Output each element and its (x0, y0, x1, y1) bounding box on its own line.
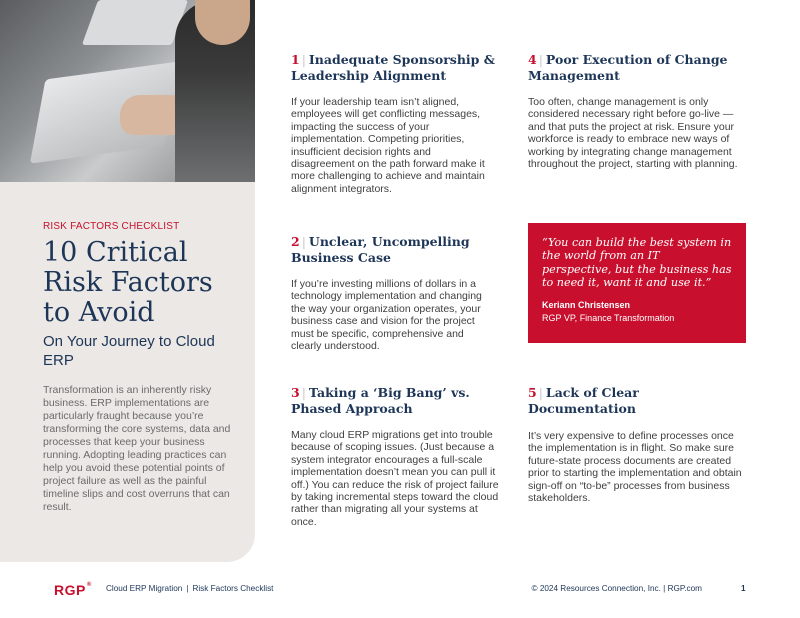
quote-text: “You can build the best system in the world from an IT perspective, but the business has to need it, want it and use it.” (542, 236, 732, 289)
risk-factor-title: Poor Execution of Change Management (528, 52, 728, 83)
heading-divider: | (538, 385, 543, 400)
quote-author-role: RGP VP, Finance Transformation (542, 313, 675, 324)
risk-factor-body: If you’re investing millions of dollars in a technology implementation and changing the way your organization operates, your business case and vision for the project must be specific, comprehensive and clearly understood. (291, 278, 482, 353)
risk-factor-4 (528, 52, 743, 170)
logo-trademark: ® (86, 582, 92, 588)
risk-factor-heading (528, 385, 743, 417)
footer-doc-name: Cloud ERP Migration (106, 584, 183, 593)
footer-copyright: © 2024 Resources Connection, Inc. | RGP.com (531, 584, 702, 593)
intro-paragraph: Transformation is an inherently risky business. ERP implementations are particularly fraught because you’re transforming the core systems, data and processes that keep your business running. Adopting leading practices can help you avoid these potential points of project failure as well as the painful timeline slips and cost overruns that can result. (43, 384, 231, 513)
risk-factor-title: Lack of Clear Documentation (528, 385, 639, 416)
footer-separator: | (186, 584, 189, 593)
risk-factor-title: Inadequate Sponsorship & Leadership Alignment (291, 52, 496, 83)
risk-factor-body: It’s very expensive to define processes once the implementation is in flight. So make sure future-state process documents are created prior to starting the implementation and obtain sign-off on “to-be” processes from business stakeholders. (528, 430, 742, 505)
risk-factor-title: Taking a ‘Big Bang’ vs. Phased Approach (291, 385, 470, 416)
heading-divider: | (538, 52, 543, 67)
risk-factor-title: Unclear, Uncompelling Business Case (291, 234, 470, 265)
pull-quote (528, 223, 746, 343)
risk-factor-3 (291, 385, 501, 528)
risk-factor-5 (528, 385, 743, 504)
risk-factor-number: 5 (528, 385, 537, 400)
risk-factor-number: 4 (528, 52, 537, 67)
heading-divider: | (301, 234, 306, 249)
risk-factor-heading (291, 234, 496, 266)
page-subtitle: On Your Journey to Cloud ERP (43, 333, 215, 369)
quote-author: Keriann Christensen (542, 300, 631, 311)
footer-document-label (106, 584, 273, 593)
background-laptop (82, 0, 188, 45)
risk-factor-heading (528, 52, 743, 84)
risk-factor-body: Many cloud ERP migrations get into trouble because of scoping issues. (Just because a system integrator encourages a full-scale implementation doesn’t mean you can pull it off.) You can reduce the risk of project failure by taking incremental steps toward the cloud rather than migrating all your systems at once. (291, 429, 499, 528)
logo-text: RGP (54, 582, 86, 598)
risk-factor-body: If your leadership team isn’t aligned, employees will get conflicting messages, impacting the success of your implementation. Competing priorities, insufficient decision rights and disagreement on the path forward make it more challenging to achieve and maintain alignment integrators. (291, 96, 485, 195)
risk-factor-heading (291, 52, 496, 84)
risk-factor-2 (291, 234, 496, 352)
page-title: 10 Critical Risk Factors to Avoid (43, 237, 213, 328)
hero-photo (0, 0, 255, 182)
rgp-logo (54, 582, 92, 598)
footer-doc-type: Risk Factors Checklist (192, 584, 274, 593)
risk-factor-1 (291, 52, 496, 195)
heading-divider: | (301, 385, 306, 400)
risk-factor-number: 3 (291, 385, 300, 400)
risk-factor-body: Too often, change management is only considered necessary right before go-live — and that puts the project at risk. Ensure your workforce is ready to embrace new ways of working by integrating change management throughout the project, starting with planning. (528, 96, 738, 171)
risk-factor-heading (291, 385, 501, 417)
heading-divider: | (301, 52, 306, 67)
risk-factor-number: 2 (291, 234, 300, 249)
page-number: 1 (741, 584, 746, 593)
eyebrow-label: RISK FACTORS CHECKLIST (43, 221, 180, 232)
risk-factor-number: 1 (291, 52, 300, 67)
